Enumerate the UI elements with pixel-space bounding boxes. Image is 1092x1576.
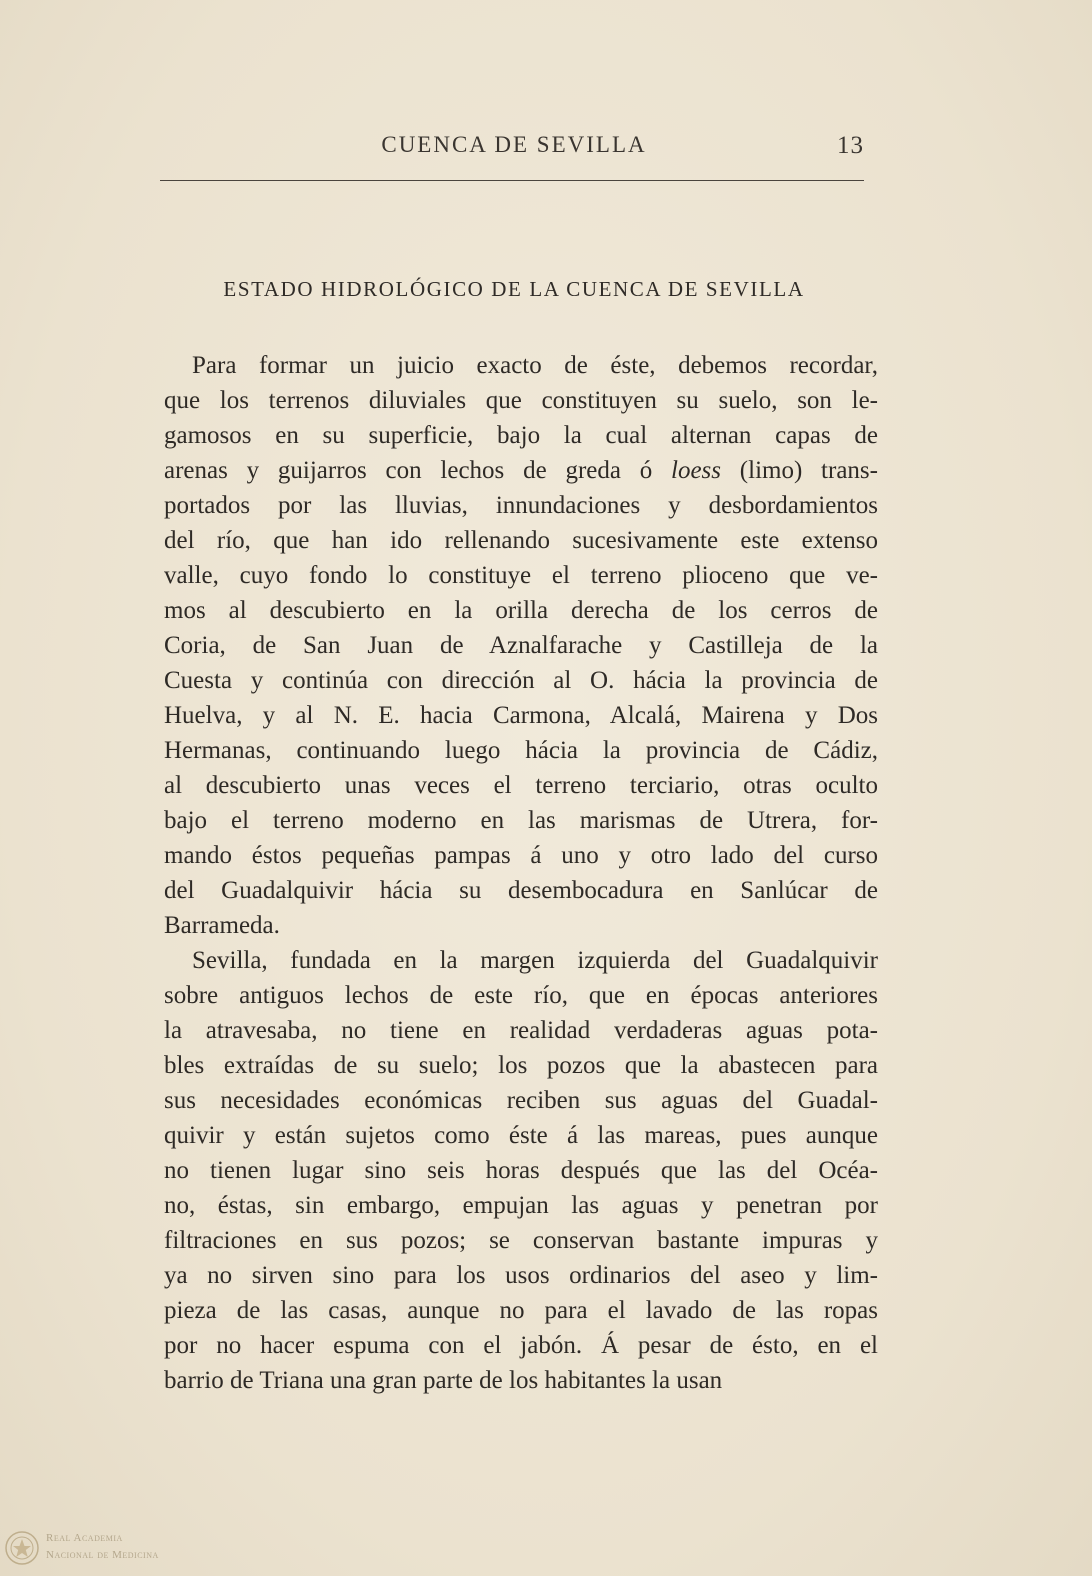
page-number: 13 (837, 132, 864, 159)
text-line: Para formar un juicio exacto de éste, debemos recordar, (192, 352, 878, 379)
text-line: barrio de Triana una gran parte de los habitantes la usan (164, 1367, 723, 1394)
text-line: por no hacer espuma con el jabón. Á pesar de ésto, en el (164, 1332, 878, 1359)
text-line: valle, cuyo fondo lo constituye el terreno plioceno que ve- (164, 562, 878, 589)
text-segment: arenas y guijarros con lechos de greda ó (164, 457, 672, 484)
text-line: quivir y están sujetos como éste á las mareas, pues aunque (164, 1122, 878, 1149)
text-line: que los terrenos diluviales que constituyen su suelo, son le- (164, 387, 878, 414)
library-stamp (4, 1528, 194, 1570)
text-line: bajo el terreno moderno en las marismas de Utrera, for- (164, 807, 878, 834)
italic-term: loess (671, 457, 722, 484)
text-line: Coria, de San Juan de Aznalfarache y Castilleja de la (164, 632, 878, 659)
text-line: no tienen lugar sino seis horas después que las del Océa- (164, 1157, 878, 1184)
text-line: la atravesaba, no tiene en realidad verdaderas aguas pota- (164, 1017, 878, 1044)
text-line: Sevilla, fundada en la margen izquierda del Guadalquivir (192, 947, 878, 974)
text-line: bles extraídas de su suelo; los pozos que la abastecen para (164, 1052, 878, 1079)
text-line: sus necesidades económicas reciben sus aguas del Guadal- (164, 1087, 878, 1114)
text-line: portados por las lluvias, innundaciones y desbordamientos (164, 492, 878, 519)
text-line: Huelva, y al N. E. hacia Carmona, Alcalá, Mairena y Dos (164, 702, 878, 729)
text-segment: (limo) trans- (721, 457, 878, 484)
header-rule (160, 180, 864, 181)
text-line: Barrameda. (164, 912, 280, 939)
text-line: del río, que han ido rellenando sucesivamente este extenso (164, 527, 878, 554)
text-line: pieza de las casas, aunque no para el lavado de las ropas (164, 1297, 878, 1324)
stamp-text (46, 1530, 159, 1564)
text-line: mos al descubierto en la orilla derecha de los cerros de (164, 597, 878, 624)
text-line: filtraciones en sus pozos; se conservan bastante impuras y (164, 1227, 878, 1254)
section-heading: ESTADO HIDROLÓGICO DE LA CUENCA DE SEVILLA (223, 277, 805, 301)
text-line: Cuesta y continúa con dirección al O. hácia la provincia de (164, 667, 878, 694)
text-line: gamosos en su superficie, bajo la cual alternan capas de (164, 422, 878, 449)
text-line (164, 453, 878, 488)
stamp-line-1: Real Academia (46, 1532, 123, 1544)
text-line: al descubierto unas veces el terreno terciario, otras oculto (164, 772, 878, 799)
running-head (160, 132, 868, 168)
text-line: ya no sirven sino para los usos ordinarios del aseo y lim- (164, 1262, 878, 1289)
text-line: Hermanas, continuando luego hácia la provincia de Cádiz, (164, 737, 878, 764)
text-line: del Guadalquivir hácia su desembocadura en Sanlúcar de (164, 877, 878, 904)
text-line: no, éstas, sin embargo, empujan las aguas y penetran por (164, 1192, 878, 1219)
text-line: sobre antiguos lechos de este río, que en épocas anteriores (164, 982, 878, 1009)
running-title: CUENCA DE SEVILLA (381, 132, 647, 157)
body-text (164, 348, 878, 1398)
academy-seal-icon (4, 1530, 40, 1566)
text-line: mando éstos pequeñas pampas á uno y otro lado del curso (164, 842, 878, 869)
stamp-line-2: Nacional de Medicina (46, 1549, 159, 1561)
